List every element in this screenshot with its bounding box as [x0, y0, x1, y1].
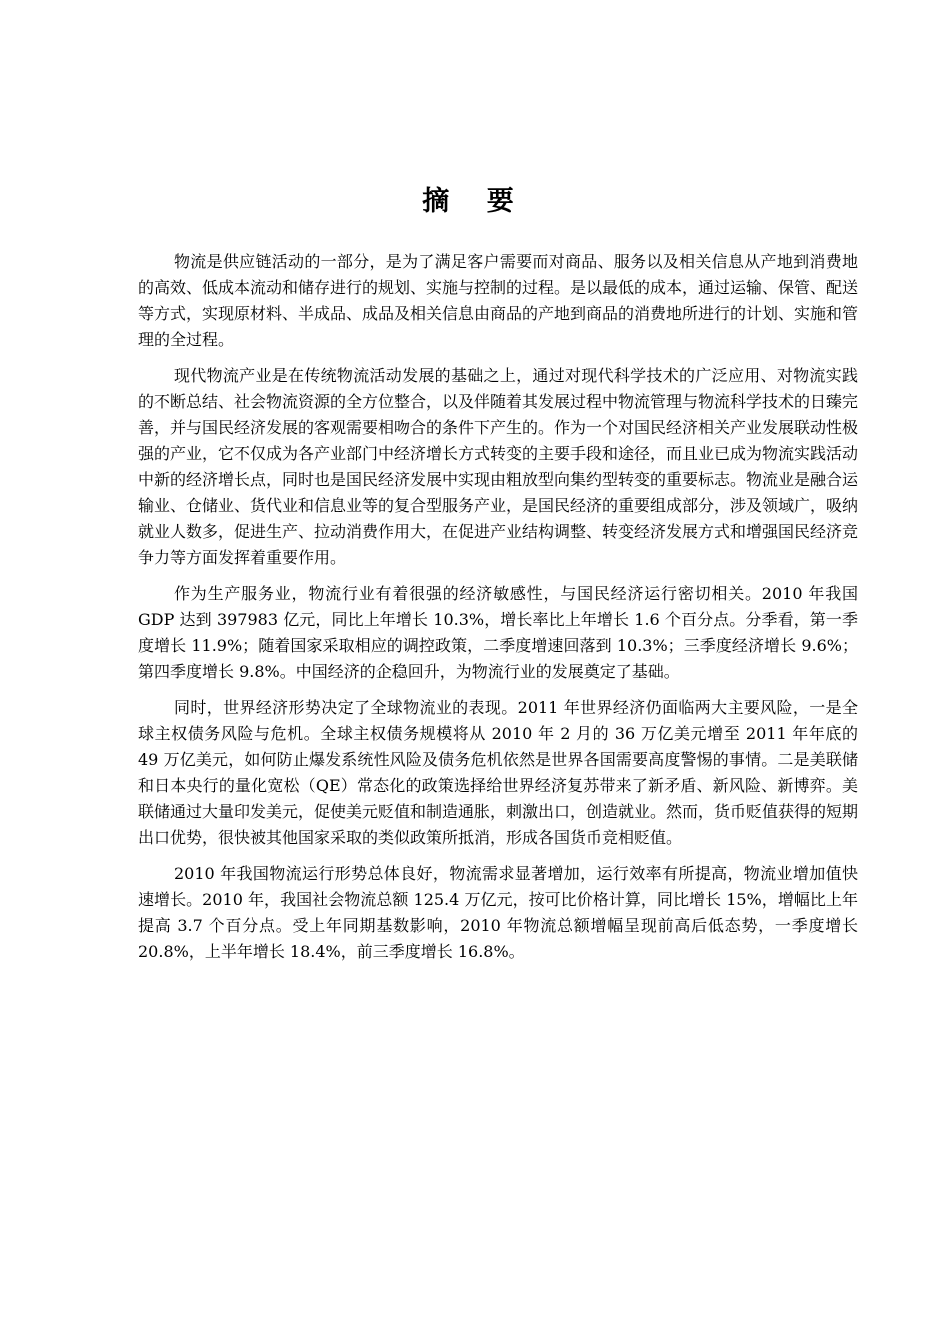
paragraph-4: 同时，世界经济形势决定了全球物流业的表现。2011 年世界经济仍面临两大主要风险，一是全球主权债务风险与危机。全球主权债务规模将从 2010 年 2 月的 36 万亿美元增至 2011 年年底的 49 万亿美元，如何防止爆发系统性风险及债务危机依然是世界各国需要高度警惕的事情。二是美联储和日本央行的量化宽松（QE）常态化的政策选择给世界经济复苏带来了新矛盾、新风险、新博弈。美联储通过大量印发美元，促使美元贬值和制造通胀，刺激出口，创造就业。然而，货币贬值获得的短期出口优势，很快被其他国家采取的类似政策所抵消，形成各国货币竞相贬值。 [138, 698, 859, 847]
paragraph-2: 现代物流产业是在传统物流活动发展的基础之上，通过对现代科学技术的广泛应用、对物流实践的不断总结、社会物流资源的全方位整合，以及伴随着其发展过程中物流管理与物流科学技术的日臻完善，并与国民经济发展的客观需要相吻合的条件下产生的。作为一个对国民经济相关产业发展联动性极强的产业，它不仅成为各产业部门中经济增长方式转变的主要手段和途径，而且业已成为物流实践活动中新的经济增长点，同时也是国民经济发展中实现由粗放型向集约型转变的重要标志。物流业是融合运输业、仓储业、货代业和信息业等的复合型服务产业，是国民经济的重要组成部分，涉及领域广，吸纳就业人数多，促进生产、拉动消费作用大，在促进产业结构调整、转变经济发展方式和增强国民经济竞争力等方面发挥着重要作用。 [138, 366, 859, 567]
document-body [138, 249, 858, 975]
page-title: 摘 要 [422, 186, 528, 217]
paragraph-3: 作为生产服务业，物流行业有着很强的经济敏感性，与国民经济运行密切相关。2010 年我国 GDP 达到 397983 亿元，同比上年增长 10.3%，增长率比上年增长 1.6 个百分点。分季看，第一季度增长 11.9%；随着国家采取相应的调控政策，二季度增速回落到 10.3%；三季度经济增长 9.6%；第四季度增长 9.8%。中国经济的企稳回升，为物流行业的发展奠定了基础。 [138, 584, 858, 681]
paragraph-5: 2010 年我国物流运行形势总体良好，物流需求显著增加，运行效率有所提高，物流业增加值快速增长。2010 年，我国社会物流总额 125.4 万亿元，按可比价格计算，同比增长 15%，增幅比上年提高 3.7 个百分点。受上年同期基数影响，2010 年物流总额增幅呈现前高后低态势，一季度增长 20.8%，上半年增长 18.4%，前三季度增长 16.8%。 [138, 864, 858, 961]
paragraph-1: 物流是供应链活动的一部分，是为了满足客户需要而对商品、服务以及相关信息从产地到消费地的高效、低成本流动和储存进行的规划、实施与控制的过程。是以最低的成本，通过运输、保管、配送等方式，实现原材料、半成品、成品及相关信息由商品的产地到商品的消费地所进行的计划、实施和管理的全过程。 [138, 252, 859, 349]
